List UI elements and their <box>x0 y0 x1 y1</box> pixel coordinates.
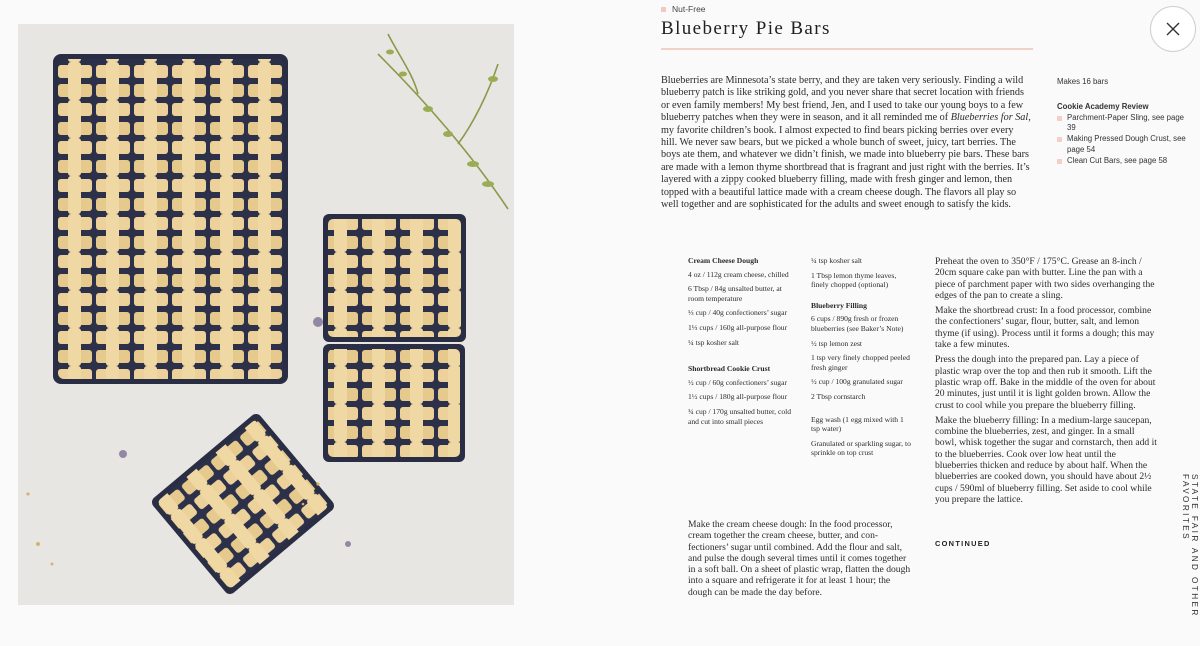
intro-book-title: Blueberries for Sal <box>950 112 1029 124</box>
recipe-sidebar <box>1057 77 1187 167</box>
ingredient-heading: Cream Cheese Dough <box>688 256 759 265</box>
cookie-academy-list <box>1057 113 1187 166</box>
category-label: Nut-Free <box>672 4 706 14</box>
ingredient-item: 1 Tbsp lemon thyme leaves, finely chopped (optional) <box>811 270 897 290</box>
cookie-academy-link[interactable]: Making Pressed Dough Crust, see page 54 <box>1057 134 1187 154</box>
ingredient-item: 1½ cups / 180g all-purpose flour <box>688 392 788 402</box>
ingredient-item: 1⅓ cups / 160g all-purpose flour <box>688 322 788 332</box>
ingredient-item: Egg wash (1 egg mixed with 1 tsp water) <box>811 414 904 434</box>
cookie-academy-link[interactable]: Parchment-Paper Sling, see page 39 <box>1057 113 1187 133</box>
ingredient-item: ½ tsp lemon zest <box>811 338 863 348</box>
running-head: STATE FAIR AND OTHER FAVORITES <box>1181 474 1199 618</box>
ingredients-column-1 <box>688 256 794 431</box>
ingredient-heading: Shortbread Cookie Crust <box>688 364 771 374</box>
yield: Makes 16 bars <box>1057 77 1109 86</box>
ingredient-item: ¼ tsp kosher salt <box>811 256 863 265</box>
bullet-square-icon <box>661 7 666 12</box>
category-tag <box>661 4 706 14</box>
method-step: Make the blueberry filling: In a medium-large saucepan, combine the blueberries, zest, and ginger. In a small bowl, whisk together the sugar and cornstarch, then add it to the blueberries. Cook over low heat until the blueberries thicken and reduce by about half. When the blueberries are cooked down, you should have about 2½ cups / 590ml of blueberry filling. Set aside to cool while you prepare the lattice. <box>935 414 1157 505</box>
ingredient-item: 1 tsp very finely chopped peeled fresh ginger <box>811 353 910 372</box>
ingredient-item: 2 Tbsp cornstarch <box>811 391 866 401</box>
recipe-title: Blueberry Pie Bars <box>661 18 831 39</box>
method-column-2 <box>935 256 1157 509</box>
ingredient-heading: Blueberry Filling <box>811 300 867 310</box>
cookie-academy-link[interactable]: Clean Cut Bars, see page 58 <box>1057 156 1187 166</box>
method-step: Preheat the oven to 350°F / 175°C. Grease an 8-inch / 20cm square cake pan with butter. Line the pan with a piece of parchment paper with two sides overhanging the edges of the pan to create a sling. <box>935 256 1155 301</box>
intro-text-cont: , my favorite children’s book. I almost expected to find bears picking berries over every hill. We never saw bears, but we picked a whole bunch of sweet, juicy, tart berries. The boys ate them, and whatever we didn’t finish, we made into blueberry pie bars. These bars are made with a lemon thyme shortbread that is fragrant and just right with the berries. It’s layered with a zippy cooked blueberry filling, made with fresh ginger and lemon, then topped with a beautiful lattice made with a cream cheese dough. The flavors all play so well together and are sophisticated for the adults and sweet enough to satisfy the kids. <box>661 112 1031 211</box>
ingredient-item: ⅓ cup / 40g confectioners’ sugar <box>688 308 787 318</box>
method-step: Make the shortbread crust: In a food processor, combine the confectioners’ sugar, flour, butter, salt, and lemon thyme (if using). Process until it forms a dough; this may take a few minutes. <box>935 305 1155 351</box>
blueberry-bars-image <box>18 24 514 605</box>
ingredient-item: 6 Tbsp / 84g unsalted butter, at room temperature <box>688 284 782 303</box>
ingredient-item: ½ cup / 60g confectioners’ sugar <box>688 377 787 387</box>
ingredient-item: 6 cups / 890g fresh or frozen blueberries (see Baker’s Note) <box>811 314 904 333</box>
recipe-photo <box>18 24 514 605</box>
intro-text: Blueberries are Minnesota’s state berry, and they are taken very seriously. Finding a wild blueberry patch is like striking gold, and you never share that secret location with friends or even family members! My best friend, Jen, and I used to take our young boys to a few blueberry patches when they were in season, and it all reminded me of <box>661 75 1024 124</box>
ingredient-item: ¼ tsp kosher salt <box>688 337 740 347</box>
close-button[interactable] <box>1150 6 1196 52</box>
continued-label: CONTINUED <box>935 539 991 548</box>
ingredients-column-2 <box>811 256 913 463</box>
method-step: Make the cream cheese dough: In the food processor, cream together the cream cheese, butter, and confectioners’ sugar until combined. Add the flour and salt, and pulse the dough several times until it comes together in a soft ball. On a sheet of plastic wrap, flatten the dough into a square and refrigerate it for at least 1 hour; the dough can be made the day before. <box>688 519 911 598</box>
close-icon <box>1165 21 1181 37</box>
intro-paragraph <box>661 75 1031 211</box>
method-step: Press the dough into the prepared pan. Lay a piece of plastic wrap over the top and then rub it smooth. Lift the plastic wrap off. Bake in the middle of the oven for about 20 minutes, just until it is light golden brown. Allow the crust to cool while you prepare the blueberry filling. <box>935 354 1156 411</box>
ingredient-item: ½ cup / 100g granulated sugar <box>811 377 903 387</box>
ingredient-item: ¾ cup / 170g unsalted butter, cold and cut into small pieces <box>688 406 792 426</box>
ingredient-item: Granulated or sparkling sugar, to sprinkle on top crust <box>811 438 911 458</box>
title-rule <box>661 48 1033 50</box>
method-column-1 <box>688 519 914 602</box>
ingredient-item: 4 oz / 112g cream cheese, chilled <box>688 269 789 279</box>
cookie-academy-title: Cookie Academy Review <box>1057 102 1149 111</box>
